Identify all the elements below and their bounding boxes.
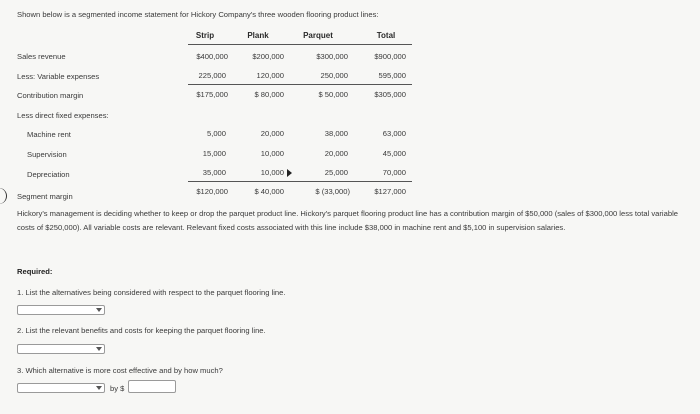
cell-strip: $120,000	[196, 187, 228, 196]
cell-parquet: 250,000	[320, 71, 348, 80]
row-label: Less: Variable expenses	[17, 72, 100, 81]
q3-by-label: by $	[110, 384, 125, 393]
cell-parquet: 25,000	[324, 168, 348, 177]
question-3: 3. Which alternative is more cost effective and by how much?	[17, 366, 223, 375]
cell-plank: 120,000	[256, 71, 284, 80]
subtotal-rule	[188, 84, 412, 85]
chevron-down-icon	[96, 308, 102, 312]
q2-answer-dropdown[interactable]	[17, 344, 105, 354]
cell-strip: 15,000	[202, 149, 226, 158]
cell-strip: 35,000	[202, 168, 226, 177]
cell-plank: $ 40,000	[254, 187, 284, 196]
intro-text: Shown below is a segmented income statement for Hickory Company's three wooden flooring product lines:	[17, 10, 379, 19]
question-2: 2. List the relevant benefits and costs for keeping the parquet flooring line.	[17, 326, 266, 335]
chevron-down-icon	[96, 347, 102, 351]
q1-answer-dropdown[interactable]	[17, 305, 105, 315]
cell-total: 595,000	[378, 71, 406, 80]
q3-amount-input[interactable]	[128, 380, 176, 393]
row-label: Sales revenue	[17, 52, 66, 61]
cell-strip: $175,000	[196, 90, 228, 99]
cell-plank: $ 80,000	[254, 90, 284, 99]
row-label: Supervision	[27, 150, 67, 159]
cell-total: $900,000	[374, 52, 406, 61]
chevron-down-icon	[96, 386, 102, 390]
cell-plank: 20,000	[260, 129, 284, 138]
subtotal-rule	[188, 181, 412, 182]
cell-strip: 225,000	[198, 71, 226, 80]
required-heading: Required:	[17, 267, 53, 276]
cell-parquet: $ (33,000)	[315, 187, 350, 196]
column-header-plank: Plank	[247, 31, 269, 40]
cell-parquet: $300,000	[316, 52, 348, 61]
cell-plank: $200,000	[252, 52, 284, 61]
row-label: Depreciation	[27, 170, 70, 179]
problem-paragraph: Hickory's management is deciding whether to keep or drop the parquet product line. Hickory's parquet flooring product line has a contribution margin of $50,000 (sales of $300,000 less total variable costs of $250,000). All variable costs are relevant. Relevant fixed costs associated with this line include $38,000 in machine rent and $5,100 in supervision salaries.	[17, 209, 678, 232]
cell-plank: 10,000	[260, 149, 284, 158]
cell-strip: 5,000	[206, 129, 226, 138]
margin-bracket-mark	[0, 188, 7, 204]
row-label: Contribution margin	[17, 91, 84, 100]
question-1: 1. List the alternatives being considered with respect to the parquet flooring line.	[17, 288, 286, 297]
row-label: Segment margin	[17, 192, 73, 201]
cell-total: $127,000	[374, 187, 406, 196]
cell-total: 45,000	[382, 149, 406, 158]
column-header-total: Total	[376, 31, 396, 40]
mouse-cursor-icon	[287, 169, 292, 177]
q3-alternative-dropdown[interactable]	[17, 383, 105, 393]
cell-parquet: $ 50,000	[318, 90, 348, 99]
cell-strip: $400,000	[196, 52, 228, 61]
column-header-strip: Strip	[195, 31, 215, 40]
row-label: Machine rent	[27, 130, 71, 139]
column-header-parquet: Parquet	[303, 31, 333, 40]
cell-total: 70,000	[382, 168, 406, 177]
cell-parquet: 20,000	[324, 149, 348, 158]
direct-fixed-expenses-heading: Less direct fixed expenses:	[17, 111, 109, 120]
cell-plank: 10,000	[260, 168, 284, 177]
cell-total: $305,000	[374, 90, 406, 99]
header-rule	[188, 44, 412, 45]
cell-parquet: 38,000	[324, 129, 348, 138]
cell-total: 63,000	[382, 129, 406, 138]
